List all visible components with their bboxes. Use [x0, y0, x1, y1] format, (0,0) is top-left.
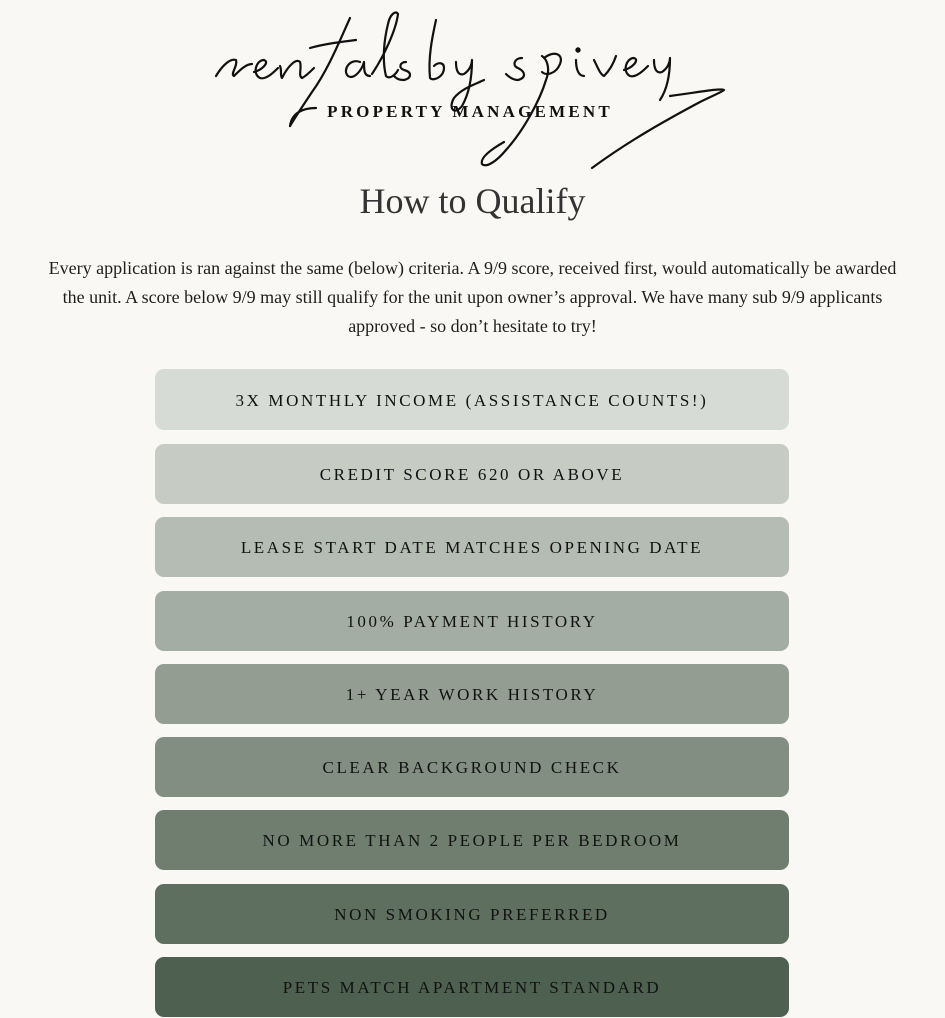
- criterion-occupancy: NO MORE THAN 2 PEOPLE PER BEDROOM: [155, 810, 789, 870]
- criterion-credit-score: CREDIT SCORE 620 OR ABOVE: [155, 444, 789, 504]
- intro-line-1: Every application is ran against the same (below) criteria. A 9/9 score, received first, would automatically be awarded: [48, 258, 897, 278]
- logo-script-mark: [200, 0, 740, 172]
- intro-line-2: the unit. A score below 9/9 may still qualify for the unit upon owner’s approval. We have many sub 9/9 applicants: [62, 287, 883, 307]
- criterion-background-check: CLEAR BACKGROUND CHECK: [155, 737, 789, 797]
- criterion-income: 3X MONTHLY INCOME (ASSISTANCE COUNTS!): [155, 369, 789, 430]
- intro-line-3: approved - so don’t hesitate to try!: [348, 316, 597, 336]
- criterion-lease-start-date: LEASE START DATE MATCHES OPENING DATE: [155, 517, 789, 577]
- intro-paragraph: [0, 254, 945, 341]
- criterion-pets: PETS MATCH APARTMENT STANDARD: [155, 957, 789, 1017]
- page-title: How to Qualify: [359, 181, 586, 221]
- logo-subtitle: PROPERTY MANAGEMENT: [327, 102, 613, 121]
- criterion-non-smoking: NON SMOKING PREFERRED: [155, 884, 789, 944]
- criterion-work-history: 1+ YEAR WORK HISTORY: [155, 664, 789, 724]
- criterion-payment-history: 100% PAYMENT HISTORY: [155, 591, 789, 651]
- brand-logo[interactable]: [200, 0, 740, 172]
